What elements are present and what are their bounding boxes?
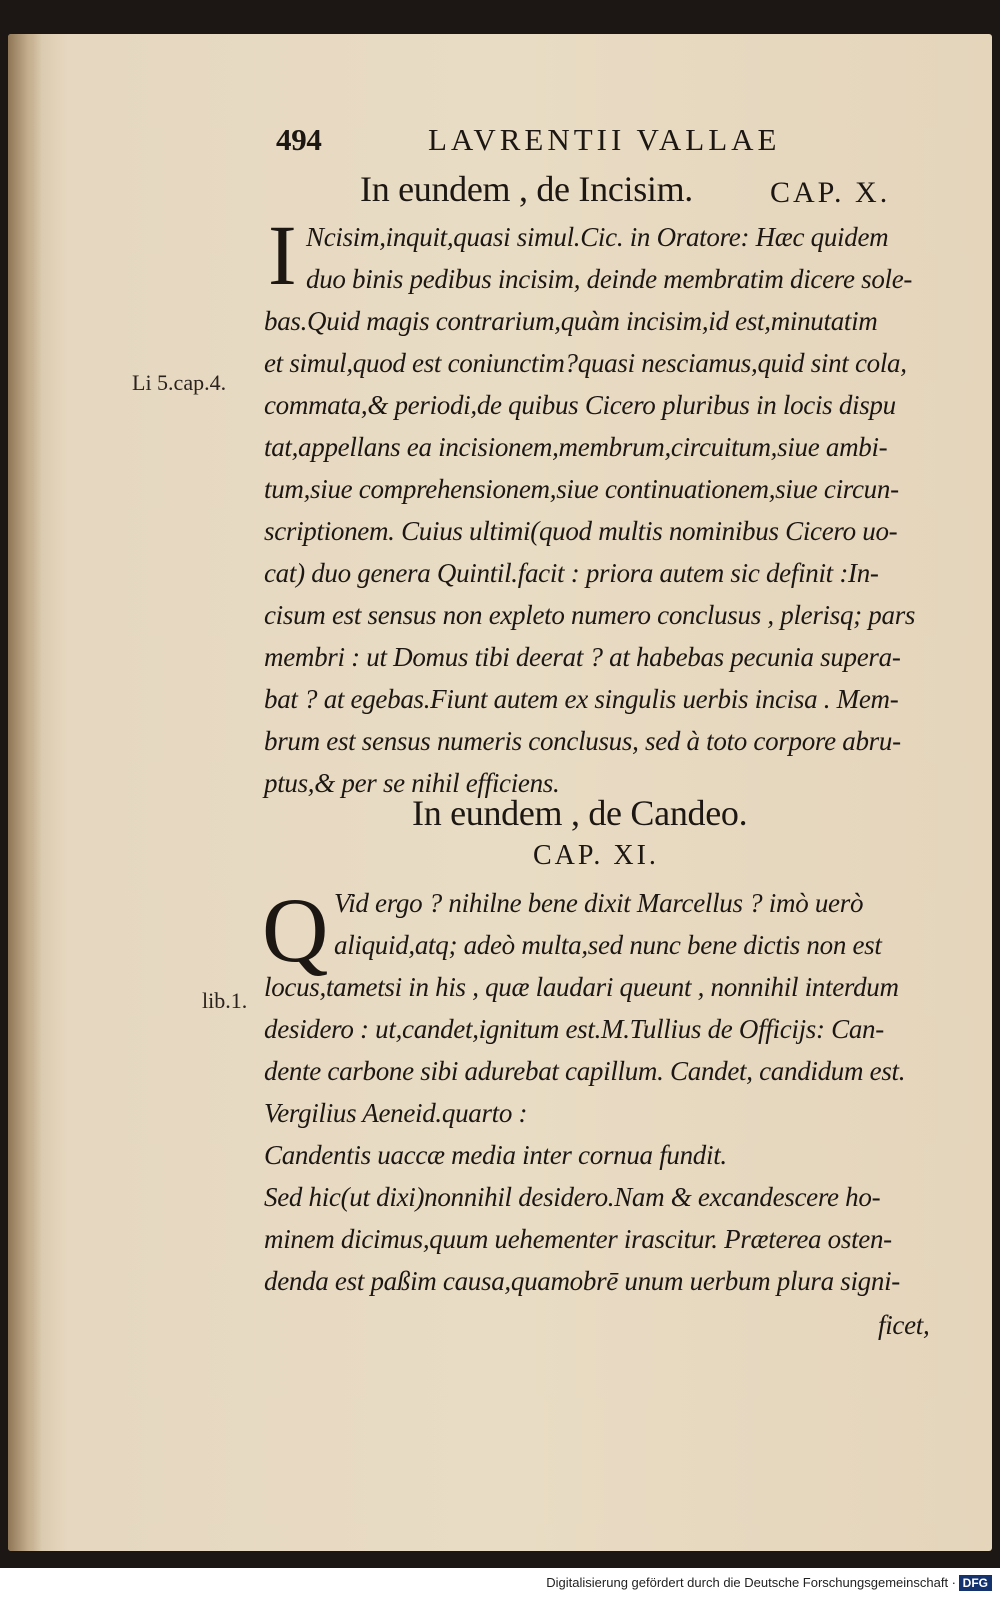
ch10-line-4: et simul,quod est coniunctim?quasi nesciamus,quid sint cola,: [264, 348, 907, 378]
ch11-line-4: desidero : ut,candet,ignitum est.M.Tullius de Officijs: Can-: [264, 1014, 884, 1044]
chapter-10-dropcap: I: [268, 207, 297, 303]
ch11-line-10: denda est paßim causa,quamobrē unum uerbum plura signi-: [264, 1266, 900, 1296]
chapter-10-number: CAP. X.: [770, 176, 891, 209]
ch10-line-11: membri : ut Domus tibi deerat ? at habebas pecunia supera-: [264, 642, 901, 672]
ch11-line-6: Vergilius Aeneid.quarto :: [264, 1098, 528, 1128]
ch10-line-6: tat,appellans ea incisionem,membrum,circuitum,siue ambi-: [264, 432, 888, 462]
ch10-line-9: cat) duo genera Quintil.facit : priora autem sic definit :In-: [264, 558, 879, 588]
footer-credit: Digitalisierung gefördert durch die Deutsche Forschungsgemeinschaft ·: [546, 1575, 956, 1590]
ch10-line-8: scriptionem. Cuius ultimi(quod multis nominibus Cicero uo-: [264, 516, 898, 546]
dfg-logo-icon: DFG: [959, 1575, 992, 1591]
ch11-line-3: locus,tametsi in his , quæ laudari queunt , nonnihil interdum: [264, 972, 899, 1002]
ch11-line-5: dente carbone sibi adurebat capillum. Candet, candidum est.: [264, 1056, 906, 1086]
ch10-line-1: Ncisim,inquit,quasi simul.Cic. in Oratore: Hæc quidem: [306, 222, 889, 252]
chapter-10-heading: In eundem , de Incisim.: [360, 169, 694, 209]
ch10-line-3: bas.Quid magis contrarium,quàm incisim,id est,minutatim: [264, 306, 878, 336]
ch11-line-11: ficet,: [878, 1310, 930, 1340]
chapter-11-dropcap: Q: [262, 879, 329, 981]
ch11-line-7: Candentis uaccæ media inter cornua fundit.: [264, 1140, 727, 1170]
ch11-line-1: Vid ergo ? nihilne bene dixit Marcellus ? imò uerò: [334, 888, 864, 918]
ch11-line-9: minem dicimus,quum uehementer irascitur. Præterea osten-: [264, 1224, 892, 1254]
ch10-line-5: commata,& periodi,de quibus Cicero pluribus in locis dispu: [264, 390, 896, 420]
ch10-line-12: bat ? at egebas.Fiunt autem ex singulis uerbis incisa . Mem-: [264, 684, 899, 714]
chapter-11-number: CAP. XI.: [533, 840, 659, 871]
ch10-line-10: cisum est sensus non expleto numero conclusus , plerisq; pars: [264, 600, 916, 630]
ch11-line-2: aliquid,atq; adeò multa,sed nunc bene dictis non est: [334, 930, 882, 960]
ch10-line-14: ptus,& per se nihil efficiens.: [264, 768, 560, 798]
margin-note-reference-1: Li 5.cap.4.: [132, 370, 227, 395]
chapter-11-heading: In eundem , de Candeo.: [412, 793, 748, 833]
ch11-line-8: Sed hic(ut dixi)nonnihil desidero.Nam & excandescere ho-: [264, 1182, 881, 1212]
ch10-line-2: duo binis pedibus incisim, deinde membratim dicere sole-: [306, 264, 913, 294]
ch10-line-13: brum est sensus numeris conclusus, sed à toto corpore abru-: [264, 726, 901, 756]
page-gutter-shadow: [8, 34, 42, 1551]
running-title: LAVRENTII VALLAE: [428, 122, 781, 157]
margin-note-reference-2: lib.1.: [202, 988, 248, 1013]
page-number: 494: [276, 122, 322, 157]
ch10-line-7: tum,siue comprehensionem,siue continuationem,siue circun-: [264, 474, 899, 504]
